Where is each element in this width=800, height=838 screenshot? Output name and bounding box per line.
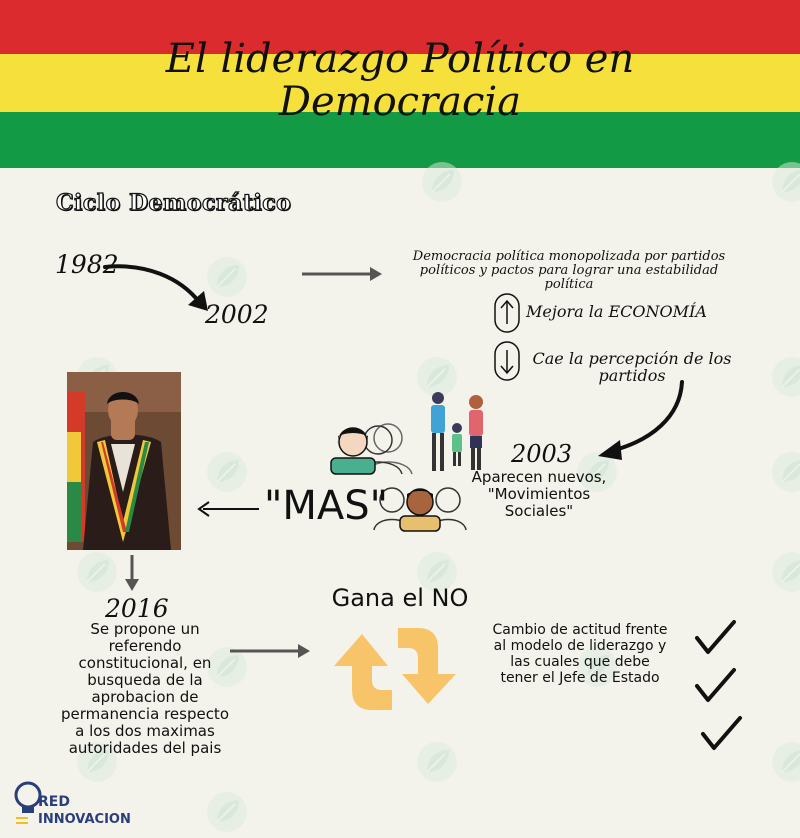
- year-2002: 2002: [205, 300, 269, 329]
- leaf-icon: [415, 740, 459, 784]
- mas-label: "MAS": [264, 483, 389, 529]
- year-2016: 2016: [105, 594, 169, 623]
- arrow-right-icon: [300, 265, 385, 283]
- democracia-text: Democracia política monopolizada por partidos políticos y pactos para lograr una estabilidad política: [412, 249, 726, 292]
- checkmark-icon: [694, 618, 738, 658]
- checkmark-icon: [694, 666, 738, 706]
- red-innovacion-logo: [12, 780, 142, 828]
- leaf-icon: [770, 740, 800, 784]
- page-title: [0, 38, 800, 124]
- cae-text: Cae la percepción de los partidos: [532, 349, 732, 385]
- referendo-text: Se propone un referendo constitucional, en busqueda de la aprobacion de permanencia respecto a los dos maximas autoridades del pais: [60, 620, 229, 757]
- leaf-icon: [770, 160, 800, 204]
- leaf-icon: [770, 550, 800, 594]
- leaf-icon: [75, 550, 119, 594]
- year-2003: 2003: [511, 440, 573, 468]
- refresh-icon: [330, 618, 462, 718]
- curved-arrow-to-2003: [590, 378, 690, 463]
- family-icon: [424, 390, 490, 474]
- leaf-icon: [205, 790, 249, 834]
- leaf-icon: [205, 450, 249, 494]
- logo-red: RED: [38, 794, 70, 810]
- gana-text: Gana el NO: [331, 584, 469, 612]
- group-female-icon: [326, 418, 418, 476]
- section-subtitle: Ciclo Democrático: [56, 190, 292, 216]
- title-line-1: El liderazgo Político en: [165, 36, 635, 82]
- checkmark-icon: [700, 714, 744, 754]
- arrow-down-circle-icon: [493, 340, 521, 382]
- arrow-left-icon: [195, 498, 261, 520]
- leaf-icon: [420, 160, 464, 204]
- leaf-icon: [770, 355, 800, 399]
- arrow-up-circle-icon: [493, 292, 521, 334]
- president-portrait: [67, 372, 181, 550]
- arrow-down-icon: [120, 553, 144, 593]
- arrow-right-2-icon: [228, 642, 312, 660]
- cambio-text: Cambio de actitud frente al modelo de liderazgo y las cuales que debe tener el Jefe de Estado: [492, 622, 668, 686]
- year-1982: 1982: [55, 250, 119, 279]
- logo-innovacion: INNOVACION: [38, 812, 131, 827]
- curved-arrow-1982-2002: [100, 255, 215, 315]
- aparecen-text: Aparecen nuevos, "Movimientos Sociales": [471, 468, 607, 520]
- leaf-icon: [770, 450, 800, 494]
- mejora-text: Mejora la ECONOMÍA: [526, 302, 707, 321]
- title-line-2: Democracia: [278, 79, 522, 125]
